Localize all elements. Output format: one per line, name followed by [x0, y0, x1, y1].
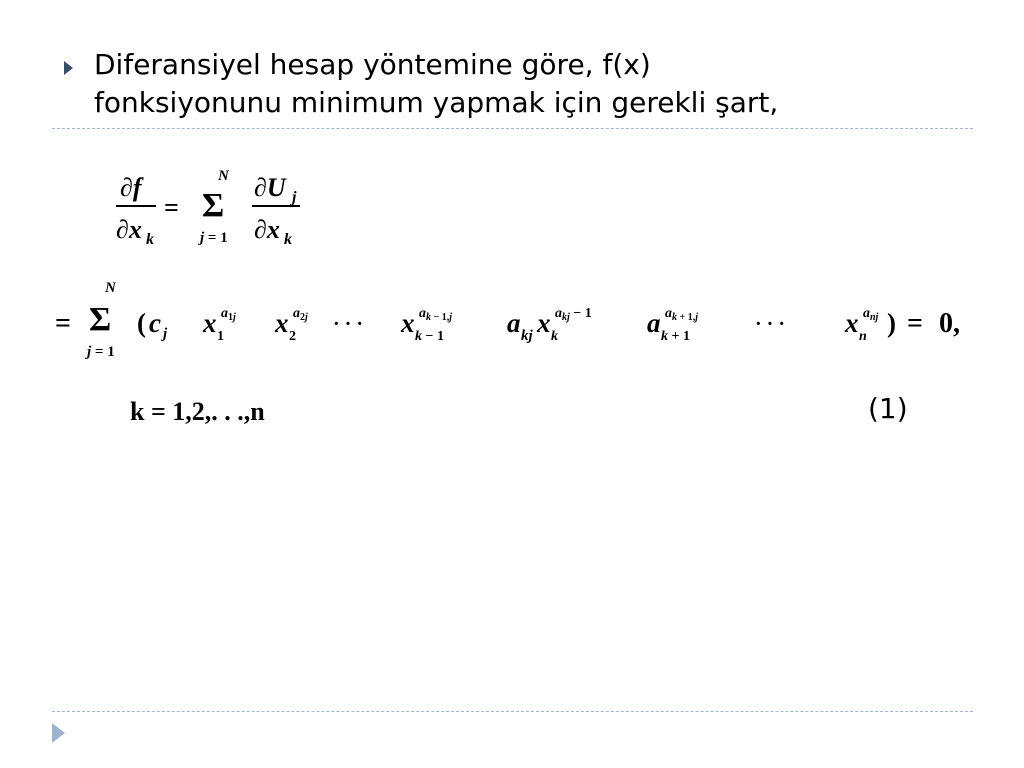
svg-text:a1j: $a_{1j}$ [221, 306, 236, 323]
svg-text:j: j [292, 189, 297, 206]
svg-text:ak + 1,j: $a_{k + 1,j}$ [665, 306, 698, 323]
svg-text:∂f: ∂f [120, 173, 142, 202]
svg-text:j = 1: j = 1 [200, 230, 228, 246]
svg-text:anj: $a_{nj}$ [863, 306, 879, 323]
svg-text:0,: 0, [939, 308, 960, 339]
equation-number: (1) [868, 392, 908, 425]
svg-text:akj − 1: $a_{kj} - 1$ [555, 306, 592, 323]
bullet-line-2: fonksiyonunu minimum yapmak için gerekli şart, [94, 86, 779, 119]
svg-text:ak − 1,j: $a_{k - 1,j}$ [419, 306, 452, 323]
svg-text:x: x [401, 308, 415, 338]
footer-divider [52, 711, 973, 712]
svg-text:k − 1: k − 1 [415, 329, 444, 344]
svg-text:x: x [845, 308, 859, 338]
svg-text:x: x [275, 308, 289, 338]
bullet-line-1: Diferansiyel hesap yöntemine göre, f(x) [94, 48, 651, 81]
svg-text:N: N [105, 280, 116, 296]
svg-text:N: N [218, 168, 229, 184]
bullet-arrow-icon [64, 61, 73, 75]
expansion-equation [55, 272, 990, 364]
header-divider [52, 128, 973, 129]
svg-text:∂U: ∂U [254, 173, 286, 202]
svg-text:=: = [55, 308, 71, 339]
svg-text:Σ: Σ [202, 187, 225, 224]
index-range-equation: k = 1,2,. . .,n [130, 397, 265, 426]
svg-text:=: = [164, 193, 179, 222]
svg-text:): ) [887, 308, 896, 338]
svg-text:a: a [647, 308, 661, 338]
svg-text:n: n [859, 329, 867, 344]
svg-text:∂x: ∂x [254, 215, 280, 244]
gradient-equation [114, 166, 314, 250]
svg-text:c: c [149, 308, 161, 338]
svg-text:k: k [146, 231, 154, 248]
svg-text:k + 1: k + 1 [661, 329, 690, 344]
svg-text:j: j [163, 326, 168, 342]
svg-text:kj: kj [521, 328, 533, 344]
svg-text:2: 2 [289, 329, 296, 344]
svg-text:k: k [284, 231, 292, 248]
svg-text:∂x: ∂x [116, 215, 142, 244]
svg-text:k: k [551, 329, 558, 344]
svg-text:x: x [537, 308, 551, 338]
bullet-text [94, 46, 974, 122]
svg-text:x: x [203, 308, 217, 338]
svg-text:(: ( [137, 308, 146, 338]
svg-text:=: = [907, 308, 923, 339]
svg-text:· · ·: · · · [755, 313, 786, 335]
svg-text:Σ: Σ [89, 301, 112, 338]
svg-text:1: 1 [217, 329, 224, 344]
svg-text:a2j: $a_{2j}$ [293, 306, 308, 323]
svg-text:a: a [507, 308, 521, 338]
svg-text:· · ·: · · · [333, 313, 364, 335]
next-slide-arrow-icon[interactable] [52, 723, 65, 743]
svg-text:j = 1: j = 1 [87, 344, 115, 360]
